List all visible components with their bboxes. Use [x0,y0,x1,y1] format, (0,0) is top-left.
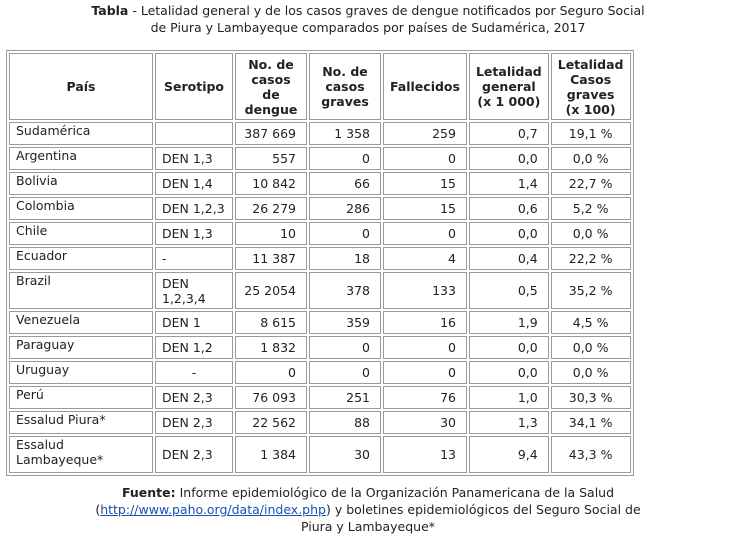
cell-letalidad-general: 0,0 [469,336,549,359]
cell-serotipo: DEN 1,2,3,4 [155,272,233,309]
header-pais: País [9,53,153,120]
cell-letalidad-general: 0,0 [469,222,549,245]
cell-casos: 557 [235,147,307,170]
cell-casos: 1 384 [235,436,307,473]
header-fallecidos: Fallecidos [383,53,467,120]
cell-fallecidos: 15 [383,172,467,195]
table-row [9,311,631,334]
cell-fallecidos: 15 [383,197,467,220]
cell-pais: Essalud Piura* [9,411,153,434]
cell-letalidad-general: 1,9 [469,311,549,334]
table-row [9,361,631,384]
table-body [9,122,631,473]
cell-letalidad-casos-graves: 0,0 % [551,147,631,170]
header-graves: No. de casos graves [309,53,381,120]
cell-serotipo: DEN 2,3 [155,436,233,473]
cell-letalidad-general: 1,3 [469,411,549,434]
table-row [9,147,631,170]
header-row [9,53,631,120]
cell-graves: 251 [309,386,381,409]
cell-pais: Perú [9,386,153,409]
dengue-table [6,50,634,476]
table-row [9,411,631,434]
cell-letalidad-casos-graves: 22,2 % [551,247,631,270]
cell-pais: Ecuador [9,247,153,270]
cell-serotipo: DEN 1 [155,311,233,334]
table-row [9,247,631,270]
cell-serotipo: DEN 1,2 [155,336,233,359]
caption-text-line2: de Piura y Lambayeque comparados por países de Sudamérica, 2017 [150,20,586,35]
cell-casos: 387 669 [235,122,307,145]
cell-fallecidos: 0 [383,147,467,170]
header-serotipo: Serotipo [155,53,233,120]
cell-letalidad-general: 1,0 [469,386,549,409]
cell-graves: 378 [309,272,381,309]
cell-letalidad-casos-graves: 5,2 % [551,197,631,220]
table-wrapper [6,50,634,476]
table-row [9,272,631,309]
cell-serotipo: DEN 2,3 [155,411,233,434]
cell-letalidad-casos-graves: 0,0 % [551,361,631,384]
cell-letalidad-casos-graves: 43,3 % [551,436,631,473]
cell-graves: 18 [309,247,381,270]
cell-fallecidos: 13 [383,436,467,473]
cell-pais: Sudamérica [9,122,153,145]
footer-text-line1: Informe epidemiológico de la Organización Panamericana de la Salud [175,485,615,500]
cell-graves: 1 358 [309,122,381,145]
table-row [9,436,631,473]
table-caption [0,0,736,38]
cell-graves: 0 [309,222,381,245]
cell-letalidad-casos-graves: 0,0 % [551,222,631,245]
caption-text-line1: - Letalidad general y de los casos graves de dengue notificados por Seguro Social [128,3,645,18]
footer-text-line3: Piura y Lambayeque* [300,519,436,534]
table-row [9,172,631,195]
table-row [9,386,631,409]
cell-casos: 11 387 [235,247,307,270]
cell-letalidad-general: 0,0 [469,147,549,170]
cell-serotipo: DEN 1,2,3 [155,197,233,220]
cell-casos: 10 842 [235,172,307,195]
cell-pais: Paraguay [9,336,153,359]
cell-fallecidos: 4 [383,247,467,270]
source-footer: Fuente: Informe epidemiológico de la Organización Panamericana de la Salud (http://www.paho.org/data/index.php) y boletines epidemiológicos del Seguro Social de Piura y Lambayeque* [95,485,641,534]
cell-pais: Chile [9,222,153,245]
cell-serotipo: DEN 2,3 [155,386,233,409]
caption-label: Tabla [91,3,129,18]
cell-letalidad-general: 0,5 [469,272,549,309]
cell-casos: 76 093 [235,386,307,409]
table-row [9,197,631,220]
cell-casos: 22 562 [235,411,307,434]
table-row [9,336,631,359]
cell-letalidad-general: 0,4 [469,247,549,270]
cell-fallecidos: 259 [383,122,467,145]
footer-label: Fuente: [121,485,176,500]
cell-casos: 10 [235,222,307,245]
cell-graves: 0 [309,147,381,170]
cell-casos: 8 615 [235,311,307,334]
header-letalidad-general: Letalidad general (x 1 000) [469,53,549,120]
cell-serotipo: - [155,361,233,384]
cell-pais: Venezuela [9,311,153,334]
table-row [9,122,631,145]
cell-serotipo: - [155,247,233,270]
cell-letalidad-casos-graves: 22,7 % [551,172,631,195]
cell-graves: 88 [309,411,381,434]
cell-letalidad-general: 1,4 [469,172,549,195]
cell-graves: 0 [309,336,381,359]
cell-pais: Bolivia [9,172,153,195]
cell-serotipo: DEN 1,4 [155,172,233,195]
header-letalidad-casos-graves: Letalidad Casos graves (x 100) [551,53,631,120]
cell-letalidad-casos-graves: 30,3 % [551,386,631,409]
cell-letalidad-general: 0,6 [469,197,549,220]
cell-casos: 0 [235,361,307,384]
cell-serotipo: DEN 1,3 [155,147,233,170]
footer-text-line2: ) y boletines epidemiológicos del Seguro Social de [325,502,641,517]
cell-pais: Argentina [9,147,153,170]
cell-pais: Essalud Lambayeque* [9,436,153,473]
cell-graves: 0 [309,361,381,384]
cell-serotipo [155,122,233,145]
cell-fallecidos: 16 [383,311,467,334]
cell-letalidad-casos-graves: 34,1 % [551,411,631,434]
cell-casos: 1 832 [235,336,307,359]
cell-fallecidos: 0 [383,336,467,359]
cell-fallecidos: 0 [383,222,467,245]
cell-fallecidos: 0 [383,361,467,384]
cell-graves: 359 [309,311,381,334]
cell-letalidad-general: 9,4 [469,436,549,473]
cell-graves: 286 [309,197,381,220]
cell-letalidad-casos-graves: 19,1 % [551,122,631,145]
cell-casos: 25 2054 [235,272,307,309]
cell-fallecidos: 30 [383,411,467,434]
cell-graves: 66 [309,172,381,195]
header-casos: No. de casos de dengue [235,53,307,120]
cell-letalidad-casos-graves: 35,2 % [551,272,631,309]
paho-link[interactable]: http://www.paho.org/data/index.php [100,502,326,517]
cell-serotipo: DEN 1,3 [155,222,233,245]
cell-letalidad-casos-graves: 4,5 % [551,311,631,334]
cell-pais: Brazil [9,272,153,309]
table-row [9,222,631,245]
cell-letalidad-general: 0,0 [469,361,549,384]
cell-pais: Uruguay [9,361,153,384]
cell-casos: 26 279 [235,197,307,220]
cell-fallecidos: 133 [383,272,467,309]
cell-letalidad-casos-graves: 0,0 % [551,336,631,359]
cell-graves: 30 [309,436,381,473]
cell-fallecidos: 76 [383,386,467,409]
cell-letalidad-general: 0,7 [469,122,549,145]
cell-pais: Colombia [9,197,153,220]
